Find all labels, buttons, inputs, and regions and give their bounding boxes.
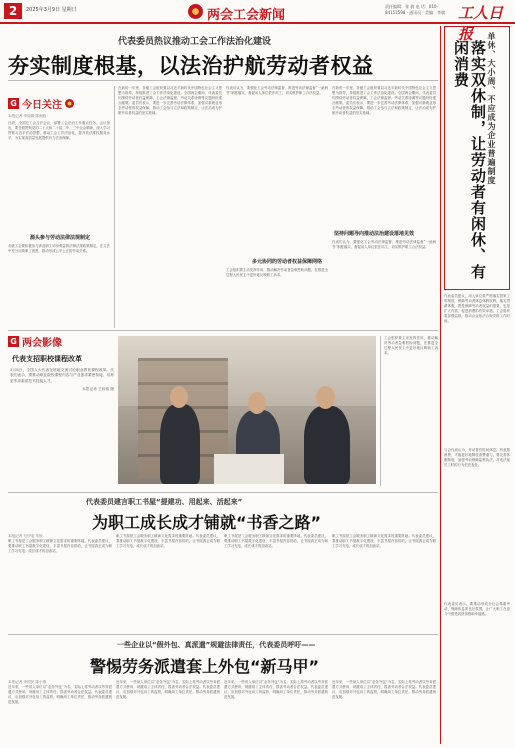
- lead-subhead-2: 坚持问题导向推动法治建设落地见效: [334, 231, 415, 237]
- news-photo: [118, 336, 376, 484]
- right-kicker: 单休、大小周、不应成为企业普遍制度: [487, 32, 496, 185]
- right-headline: 落实双休制，让劳动者有闲休、有闲消费: [452, 40, 487, 280]
- column-rule: [380, 336, 381, 486]
- g-icon: G: [8, 336, 19, 347]
- photo-table: [214, 454, 284, 484]
- photo-person-right-head: [316, 386, 335, 409]
- story2-headline: 为职工成长成才铺就“书香之路”: [92, 513, 322, 532]
- photo-person-center-head: [248, 392, 266, 414]
- lead-headline: 夯实制度根基，以法治护航劳动者权益: [8, 54, 374, 78]
- right-body-3: 代表委员表示，要推动形成全社会尊重劳动、保障休息的良好氛围，让广大职工在奋斗中感受到获得感和幸福感。: [444, 602, 510, 616]
- story2-kicker: 代表委员建言职工书屋“提建功、用起来、活起来”: [86, 498, 243, 506]
- newspaper-logo: 工人日报: [458, 4, 504, 43]
- section-title: 两会工会新闻: [207, 8, 286, 23]
- editor-credits: 责任编辑：张 倩 电 话：010-84151598 · 通讯员 · 美编：李旗: [385, 4, 445, 15]
- images-title: 代表支招职校课程改革: [12, 355, 82, 363]
- story2-col2: 职工书屋是工会服务职工精神文化需求的重要阵地。代表委员建议，要推动职工书屋数字化建设，丰富书屋内容供给，让书屋真正成为职工学习充电、成长成才的加油站。: [116, 534, 220, 548]
- lead-body-col2b: 工会组织要主动发挥作用，推动解决劳动者急难愁盼问题，在推进全过程人民民主中更好地反映职工诉求。: [226, 268, 328, 277]
- issue-date: 2025年3月9日 星期日: [26, 7, 77, 13]
- lead-body-col1: 在新的一年里，各级工会组织要以习近平新时代中国特色社会主义思想为指导，持续推进工会工作法治化建设。全国两会期间，代表委员们围绕劳动者权益保障、工会法律监督、劳动关系协调等议题纷纷建言献策。委员们表示，要进一步完善劳动法律体系，加强对新就业形态劳动者的权益保障，推动工会参与立法和政策制定，让法治成为护航劳动者权益的坚实基础。: [118, 86, 222, 115]
- today-subhead: 源头参与劳动法律法规制定: [30, 235, 91, 241]
- photo-credit: 本报记者 王伟伟 摄: [82, 387, 114, 392]
- today-label: [8, 96, 74, 111]
- story2-byline: 本报记者 马伊雯 朱欣: [8, 534, 43, 538]
- page-number: 2: [4, 3, 22, 19]
- story3-kicker: 一些企业以“假外包、真派遣”规避法律责任，代表委员呼吁——: [117, 641, 316, 649]
- images-label-text: 两会影像: [22, 338, 62, 349]
- today-body-2: 各级工会要积极参与涉及职工切身利益的法律法规政策制定，在立法中充分反映职工意愿，推动形成公平公正的劳动关系。: [8, 244, 110, 253]
- lead-kicker: 代表委员热议推动工会工作法治化建设: [118, 37, 272, 47]
- lead-divider: [8, 80, 438, 81]
- today-body: [8, 114, 110, 232]
- today-paragraph: 日前，全国总工会召开会议，部署工会法治工作重点任务。会议指出，要全面贯彻党的二十大和二十届二中、三中全会精神，深入学习贯彻习近平法治思想，推动工会工作法治化，提升依法维权服务水平，为实现高质量发展提供有力法治保障。: [8, 121, 110, 140]
- story3-col1: [8, 680, 112, 744]
- story3-col4: 近年来，一些用人单位以“业务外包”为名，实际上将劳动者以劳务派遣方式使用，规避用工主体责任，损害劳动者合法权益。代表委员建议，应加强对外包用工的监管，明确用工单位责任，推动劳务派遣规范发展。: [332, 680, 436, 699]
- lead-subhead-1: 多元协同的劳动者权益保障网络: [252, 259, 323, 265]
- story2-divider: [8, 492, 438, 493]
- story2-col4: 职工书屋是工会服务职工精神文化需求的重要阵地。代表委员建议，要推动职工书屋数字化建设，丰富书屋内容供给，让书屋真正成为职工学习充电、成长成才的加油站。: [332, 534, 436, 548]
- story2-body: 职工书屋是工会服务职工精神文化需求的重要阵地。代表委员建议，要推动职工书屋数字化建设，丰富书屋内容供给，让书屋真正成为职工学习充电、成长成才的加油站。: [8, 539, 112, 553]
- story3-col2: 近年来，一些用人单位以“业务外包”为名，实际上将劳动者以劳务派遣方式使用，规避用工主体责任，损害劳动者合法权益。代表委员建议，应加强对外包用工的监管，明确用工单位责任，推动劳务派遣规范发展。: [116, 680, 220, 699]
- photo-person-right: [304, 406, 350, 484]
- g-icon: G: [8, 98, 19, 109]
- emblem-icon: [65, 99, 74, 108]
- lead-body-col3b: 代表们认为，要强化工会劳动法律监督，推进劳动法律监督“一函两书”制度落实，督促用人单位依法用工，切实维护职工合法权益。: [332, 240, 436, 249]
- emblem-icon: [188, 4, 203, 19]
- story3-divider: [8, 634, 438, 635]
- photo-side-text: 工会组织要主动发挥作用，推动解决劳动者急难愁盼问题，在推进全过程人民民主中更好地反映职工诉求。: [384, 336, 438, 355]
- today-label-text: 今日关注: [22, 100, 62, 111]
- story3-col3: 近年来，一些用人单位以“业务外包”为名，实际上将劳动者以劳务派遣方式使用，规避用工主体责任，损害劳动者合法权益。代表委员建议，应加强对外包用工的监管，明确用工单位责任，推动劳务派遣规范发展。: [224, 680, 328, 699]
- images-caption-text: 3月8日，全国人大代表在驻地交流讨论职业教育课程改革。代表们表示，要推动职业院校课程内容与产业需求紧密衔接，培养更多高素质技术技能人才。: [10, 368, 114, 383]
- story3-body: 近年来，一些用人单位以“业务外包”为名，实际上将劳动者以劳务派遣方式使用，规避用工主体责任，损害劳动者合法权益。代表委员建议，应加强对外包用工的监管，明确用工单位责任，推动劳务派遣规范发展。: [8, 685, 112, 704]
- story2-col1: [8, 534, 112, 630]
- lead-body-col2: 代表们认为，要强化工会劳动法律监督，推进劳动法律监督“一函两书”制度落实，督促用人单位依法用工，切实维护职工合法权益。: [226, 86, 328, 95]
- column-rule: [114, 86, 115, 328]
- right-body-2: 与会代表认为，劳动者有时间休息、有意愿消费，才能更好地释放消费潜力。要完善休假制度，加强劳动保障监察执法，对违法延长工时的行为依法查处。: [444, 448, 510, 467]
- photo-person-left-head: [170, 386, 188, 408]
- right-body-1: 代表委员建议，用人单位要严格落实国家工时制度，保障劳动者休息休假权利。落实带薪休假，既是保障劳动者权益的需要，也是扩大内需、促进消费的有效举措。工会组织要加强监督，推动企业依法合规安排工作时间。: [444, 294, 510, 323]
- photo-divider: [8, 330, 438, 331]
- images-label: [8, 334, 62, 349]
- story3-byline: 本报记者 李国民 陈小燕: [8, 680, 47, 684]
- lead-byline: 本报记者 李丽娟 陈雨晗: [8, 114, 47, 118]
- story3-headline: 警惕劳务派遣套上外包“新马甲”: [90, 657, 320, 676]
- right-column-rule: [440, 26, 441, 744]
- photo-person-left: [160, 404, 200, 484]
- story2-col3: 职工书屋是工会服务职工精神文化需求的重要阵地。代表委员建议，要推动职工书屋数字化建设，丰富书屋内容供给，让书屋真正成为职工学习充电、成长成才的加油站。: [224, 534, 328, 548]
- lead-body-col3: 在新的一年里，各级工会组织要以习近平新时代中国特色社会主义思想为指导，持续推进工会工作法治化建设。全国两会期间，代表委员们围绕劳动者权益保障、工会法律监督、劳动关系协调等议题纷纷建言献策。委员们表示，要进一步完善劳动法律体系，加强对新就业形态劳动者的权益保障，推动工会参与立法和政策制定，让法治成为护航劳动者权益的坚实基础。: [332, 86, 436, 115]
- images-caption: [10, 368, 114, 464]
